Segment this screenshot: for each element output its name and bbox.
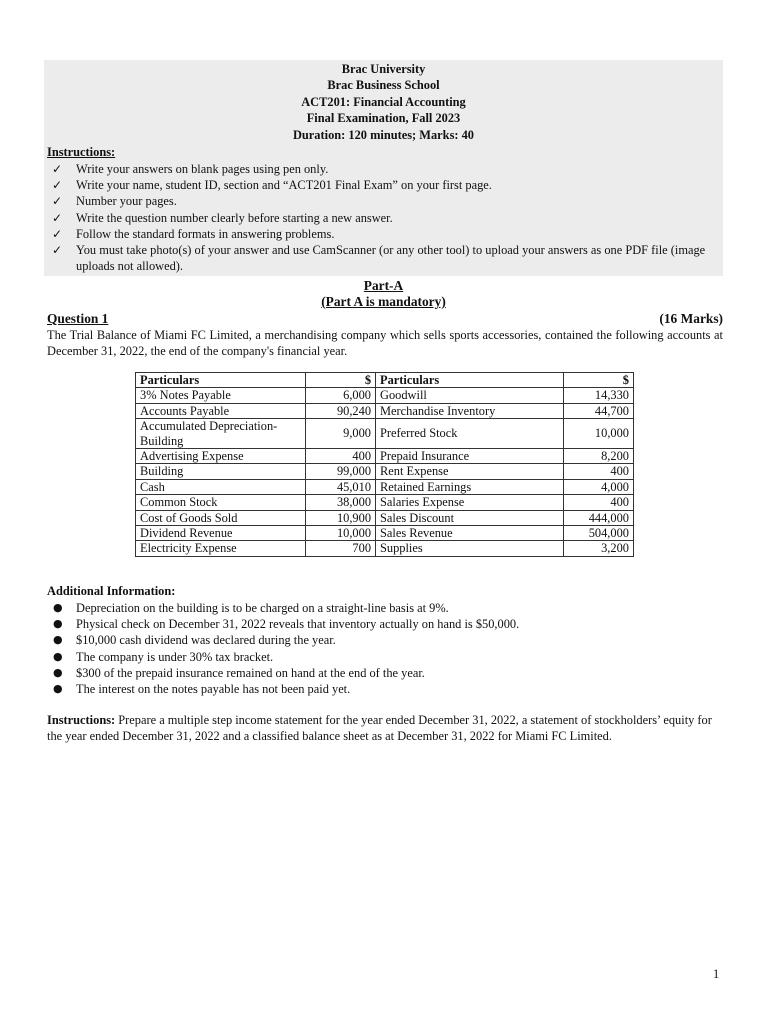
table-cell: Building [136, 464, 306, 479]
column-header: Particulars [376, 373, 564, 388]
table-cell: 38,000 [305, 495, 375, 510]
exam-duration: Duration: 120 minutes; Marks: 40 [292, 128, 475, 142]
additional-info-item: ● The company is under 30% tax bracket. [53, 649, 274, 664]
table-cell: Merchandise Inventory [376, 403, 564, 418]
table-cell: Sales Revenue [376, 526, 564, 541]
final-instructions [47, 712, 723, 744]
final-instructions-label: Instructions: [47, 713, 116, 727]
trial-balance-table [135, 372, 634, 557]
question-heading [47, 311, 723, 327]
table-row [136, 495, 634, 510]
additional-info-item: ● The interest on the notes payable has not been paid yet. [53, 682, 351, 697]
bullet-icon: ● [53, 617, 63, 631]
checkmark-icon: ✓ [52, 162, 63, 176]
table-cell: Preferred Stock [376, 419, 564, 449]
table-cell: Accounts Payable [136, 403, 306, 418]
checkmark-icon: ✓ [52, 210, 63, 225]
table-cell: 10,000 [305, 526, 375, 541]
additional-info-item: ● $10,000 cash dividend was declared during the year. [53, 633, 336, 648]
table-cell: Prepaid Insurance [376, 449, 564, 464]
course-title: ACT201: Financial Accounting [301, 95, 466, 109]
table-cell: Rent Expense [376, 464, 564, 479]
instruction-item: ✓ Write your name, student ID, section and “ACT201 Final Exam” on your first page. [52, 178, 492, 193]
bullet-icon: ● [53, 665, 63, 679]
exam-title: Final Examination, Fall 2023 [306, 111, 461, 125]
table-cell: 444,000 [564, 510, 634, 525]
column-header: Particulars [136, 373, 306, 388]
table-cell: 9,000 [305, 419, 375, 449]
instruction-item: ✓ You must take photo(s) of your answer and use CamScanner (or any other tool) to upload your answers as one PDF file (image uploads not allowed). [52, 243, 706, 274]
part-title: Part-A [363, 278, 404, 293]
table-cell: Cash [136, 479, 306, 494]
table-cell: 400 [564, 464, 634, 479]
additional-info-item: ● Physical check on December 31, 2022 reveals that inventory actually on hand is $50,000. [53, 617, 520, 632]
table-cell: Retained Earnings [376, 479, 564, 494]
checkmark-icon: ✓ [52, 226, 63, 241]
checkmark-icon: ✓ [52, 178, 63, 193]
final-instructions-text: Prepare a multiple step income statement for the year ended December 31, 2022, a statement of stockholders’ equity for the year ended December 31, 2022 and a classified balance sheet as at December 31, 2022 for Miami FC Limited. [47, 713, 712, 743]
bullet-icon: ● [53, 649, 63, 663]
table-cell: 504,000 [564, 526, 634, 541]
table-cell: Advertising Expense [136, 449, 306, 464]
column-header: $ [305, 373, 375, 388]
table-row [136, 419, 634, 449]
table-cell: 400 [305, 449, 375, 464]
table-cell: 400 [564, 495, 634, 510]
checkmark-icon: ✓ [52, 194, 63, 209]
instructions-list [47, 161, 723, 274]
table-cell: 10,000 [564, 419, 634, 449]
table-cell: Accumulated Depreciation-Building [136, 419, 306, 449]
bullet-icon: ● [53, 601, 63, 614]
table-row [136, 526, 634, 541]
table-cell: Supplies [376, 541, 564, 556]
additional-info-list [47, 600, 723, 697]
table-cell: Electricity Expense [136, 541, 306, 556]
table-row [136, 449, 634, 464]
table-row [136, 541, 634, 556]
additional-info-title: Additional Information: [47, 584, 176, 598]
table-cell: 8,200 [564, 449, 634, 464]
instruction-item: ✓ Number your pages. [52, 194, 177, 209]
table-cell: 90,240 [305, 403, 375, 418]
question-intro: The Trial Balance of Miami FC Limited, a merchandising company which sells sports accessories, contained the following accounts at December 31, 2022, the end of the company's financial year. [47, 328, 723, 358]
university-name: Brac University [341, 62, 426, 76]
table-cell: Sales Discount [376, 510, 564, 525]
instruction-item: ✓ Write your answers on blank pages using pen only. [52, 162, 329, 176]
table-header-row [136, 373, 634, 388]
table-row [136, 464, 634, 479]
table-row [136, 388, 634, 403]
instruction-item: ✓ Follow the standard formats in answering problems. [52, 226, 335, 241]
table-cell: Cost of Goods Sold [136, 510, 306, 525]
table-cell: Common Stock [136, 495, 306, 510]
table-cell: 14,330 [564, 388, 634, 403]
instructions-title: Instructions: [47, 145, 116, 159]
question-marks: (16 Marks) [659, 311, 723, 326]
page-number: 1 [713, 967, 720, 981]
table-cell: 3,200 [564, 541, 634, 556]
additional-info-item: ● $300 of the prepaid insurance remained on hand at the end of the year. [53, 665, 425, 680]
table-row [136, 479, 634, 494]
table-cell: 4,000 [564, 479, 634, 494]
table-cell: 99,000 [305, 464, 375, 479]
bullet-icon: ● [53, 682, 63, 696]
bullet-icon: ● [53, 633, 63, 647]
table-cell: 6,000 [305, 388, 375, 403]
table-cell: Dividend Revenue [136, 526, 306, 541]
checkmark-icon: ✓ [52, 243, 63, 258]
question-label: Question 1 [47, 311, 109, 326]
table-cell: 45,010 [305, 479, 375, 494]
column-header: $ [564, 373, 634, 388]
instruction-item: ✓ Write the question number clearly before starting a new answer. [52, 210, 393, 225]
table-row [136, 403, 634, 418]
additional-info-item: ● Depreciation on the building is to be charged on a straight-line basis at 9%. [53, 601, 449, 615]
table-cell: 10,900 [305, 510, 375, 525]
table-cell: Salaries Expense [376, 495, 564, 510]
table-cell: 3% Notes Payable [136, 388, 306, 403]
table-cell: 700 [305, 541, 375, 556]
table-row [136, 510, 634, 525]
table-cell: 44,700 [564, 403, 634, 418]
school-name: Brac Business School [327, 78, 440, 92]
part-subtitle: (Part A is mandatory) [321, 294, 446, 309]
table-cell: Goodwill [376, 388, 564, 403]
